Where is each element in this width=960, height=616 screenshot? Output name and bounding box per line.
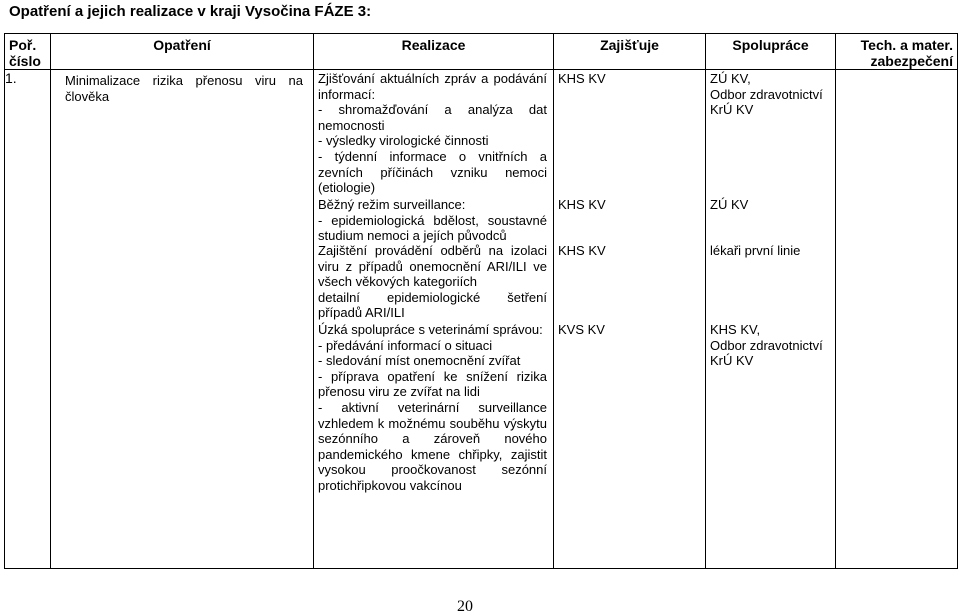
header-measure: Opatření	[51, 34, 314, 70]
realization-text-2: Běžný režim surveillance: - epidemiologická bdělost, soustavné studium nemoci a jejích původců	[318, 197, 547, 244]
realization-text-1: Zjišťování aktuálních zpráv a podávání informací: - shromažďování a analýza dat nemocnosti - výsledky virologické činnosti - týdenní informace o vnitřních a zevních příčinách vzniku nemoci (etiologie)	[318, 71, 547, 196]
cooperation-cell	[706, 70, 836, 569]
header-cooperation: Spolupráce	[706, 34, 836, 70]
header-ensures: Zajišťuje	[554, 34, 706, 70]
ensures-text-3: KHS KV	[558, 243, 606, 258]
realization-text-3: Zajištění provádění odběrů na izolaci viru z případů onemocnění ARI/ILI ve všech věkových kategoriích detailní epidemiologické šetření případů ARI/ILI	[318, 243, 547, 321]
measure-text: Minimalizace rizika přenosu viru na člověka	[65, 73, 303, 104]
ensures-text-4: KVS KV	[558, 322, 605, 337]
page-number: 20	[457, 598, 473, 615]
row-number: 1.	[5, 70, 51, 569]
page-title: Opatření a jejich realizace v kraji Vysočina FÁZE 3:	[9, 3, 372, 20]
header-realization: Realizace	[314, 34, 554, 70]
ensures-cell	[554, 70, 706, 569]
header-row	[5, 34, 958, 70]
cooperation-text-4: KHS KV, Odbor zdravotnictví KrÚ KV	[710, 322, 823, 369]
header-tech: Tech. a mater. zabezpečení	[836, 34, 958, 70]
cooperation-text-2: ZÚ KV	[710, 197, 749, 212]
table-row	[5, 70, 958, 569]
realization-text-4: Úzká spolupráce s veterinámí správou: - předávání informací o situaci - sledování míst onemocnění zvířat - příprava opatření ke snížení rizika přenosu viru ze zvířat na lidi - aktivní veterinární surveillance vzhledem k možnému souběhu výskytu sezónního a zároveň nového pandemického kmene chřipky, zajistit vysokou proočkovanost sezónní protichřipkovou vakcínou	[318, 322, 547, 493]
header-num: Poř. číslo	[5, 34, 51, 70]
ensures-text-2: KHS KV	[558, 197, 606, 212]
realization-cell	[314, 70, 554, 569]
tech-cell	[836, 70, 958, 569]
measures-table	[4, 33, 958, 569]
ensures-text-1: KHS KV	[558, 71, 606, 86]
cooperation-text-1: ZÚ KV, Odbor zdravotnictví KrÚ KV	[710, 71, 823, 118]
measure-cell	[51, 70, 314, 569]
cooperation-text-3: lékaři první linie	[710, 243, 801, 258]
